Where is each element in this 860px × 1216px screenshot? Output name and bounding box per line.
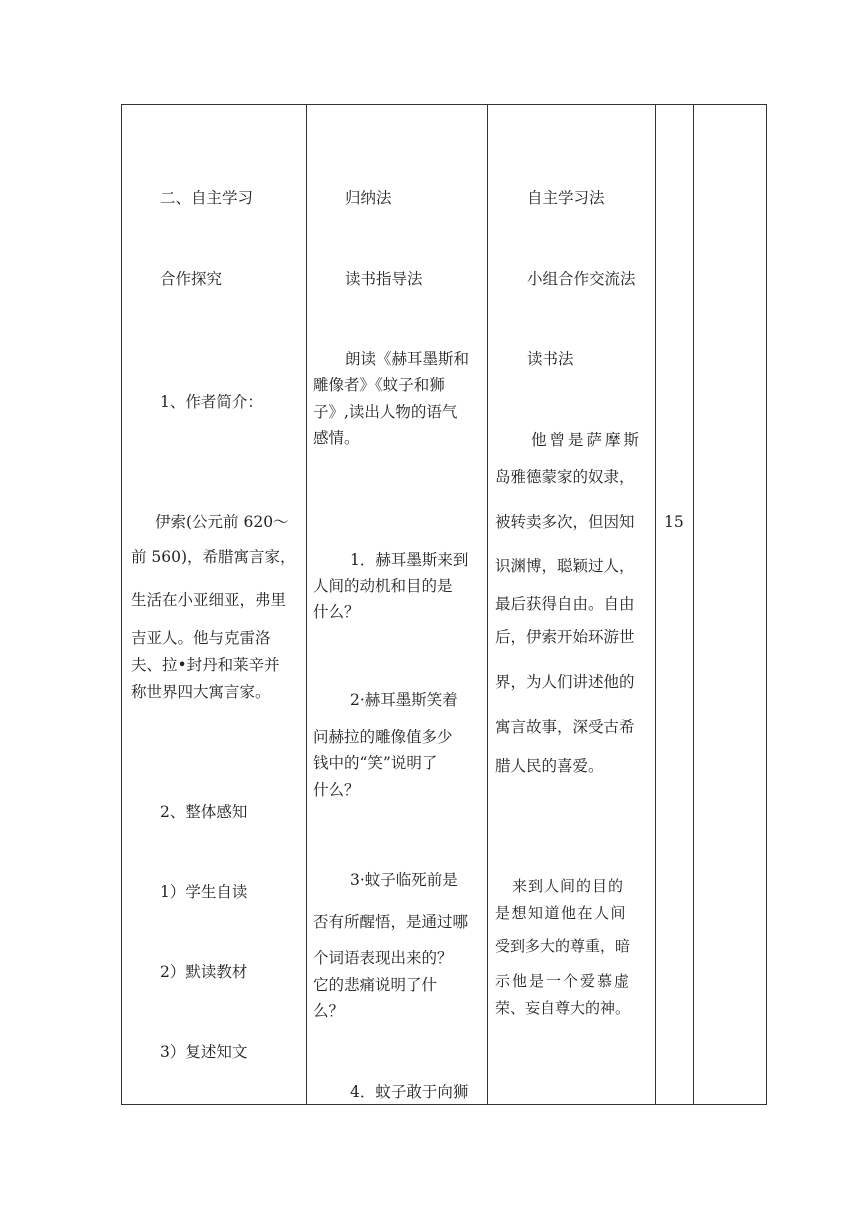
author-intro-title: 1、作者简介：	[160, 393, 263, 411]
question-line: 问赫拉的雕像值多少	[313, 728, 453, 746]
author-bio-line: 前 560)，希腊寓言家，	[131, 548, 296, 566]
method-label: 读书法	[527, 350, 574, 368]
step-item: 2）默读教材	[160, 963, 248, 981]
column-divider	[306, 105, 307, 1104]
section-subheading: 合作探究	[160, 270, 223, 288]
author-bio-line: 吉亚人。他与克雷洛	[131, 629, 271, 647]
aesop-bio-line: 他曾是萨摩斯	[531, 431, 643, 449]
aesop-bio-line: 寓言故事，深受古希	[495, 718, 635, 736]
question-line: 否有所醒悟，是通过哪	[313, 913, 469, 931]
column-divider	[693, 105, 694, 1104]
aesop-bio-line: 岛雅德蒙家的奴隶，	[495, 468, 635, 486]
aesop-bio-line: 腊人民的喜爱。	[495, 757, 604, 775]
answer-line: 荣、妄自尊大的神。	[495, 999, 631, 1017]
question-line: 什么？	[313, 603, 360, 621]
question-line: 人间的动机和目的是	[313, 577, 453, 595]
question-line: 么？	[313, 1002, 345, 1020]
aesop-bio-line: 后，伊索开始环游世	[495, 628, 635, 646]
question-line: 4．蚊子敢于向狮	[350, 1083, 469, 1101]
answer-line: 来到人间的目的	[512, 877, 625, 895]
answer-line: 是想知道他在人间	[495, 904, 628, 922]
author-bio-line: 称世界四大寓言家。	[131, 683, 271, 701]
step-item: 3）复述知文	[160, 1043, 248, 1061]
question-line: 2·赫耳墨斯笑着	[350, 691, 458, 709]
aesop-bio-line: 识渊博，聪颖过人，	[495, 557, 635, 575]
author-bio-line: 伊索(公元前 620～	[155, 513, 289, 531]
read-aloud-line: 子》,读出人物的语气	[313, 403, 458, 421]
column-divider	[655, 105, 656, 1104]
question-line: 个词语表现出来的？	[313, 949, 453, 967]
read-aloud-line: 感情。	[313, 429, 360, 447]
method-label: 自主学习法	[527, 189, 605, 207]
time-minutes: 15	[664, 513, 684, 531]
aesop-bio-line: 被转卖多次，但因知	[495, 513, 635, 531]
method-label: 归纳法	[345, 189, 392, 207]
question-line: 钱中的“笑”说明了	[313, 754, 438, 772]
question-line: 它的悲痛说明了什	[313, 976, 438, 994]
answer-line: 受到多大的尊重，暗	[495, 937, 631, 955]
author-bio-line: 夫、拉•封丹和莱辛并	[131, 656, 280, 674]
answer-line: 示他是一个爱慕虚	[495, 972, 632, 990]
read-aloud-line: 雕像者》《蚊子和狮	[313, 376, 445, 394]
method-label: 读书指导法	[345, 270, 423, 288]
aesop-bio-line: 界，为人们讲述他的	[495, 673, 635, 691]
read-aloud-line: 朗读《赫耳墨斯和	[345, 350, 470, 368]
overall-perception-title: 2、整体感知	[160, 803, 248, 821]
question-line: 3·蚊子临死前是	[350, 871, 458, 889]
method-label: 小组合作交流法	[527, 270, 636, 288]
step-item: 1）学生自读	[160, 883, 248, 901]
question-line: 1．赫耳墨斯来到	[350, 551, 469, 569]
author-bio-line: 生活在小亚细亚，弗里	[131, 591, 287, 609]
question-line: 什么？	[313, 781, 360, 799]
column-divider	[487, 105, 488, 1104]
aesop-bio-line: 最后获得自由。自由	[495, 595, 635, 613]
section-heading: 二、自主学习	[160, 189, 254, 207]
